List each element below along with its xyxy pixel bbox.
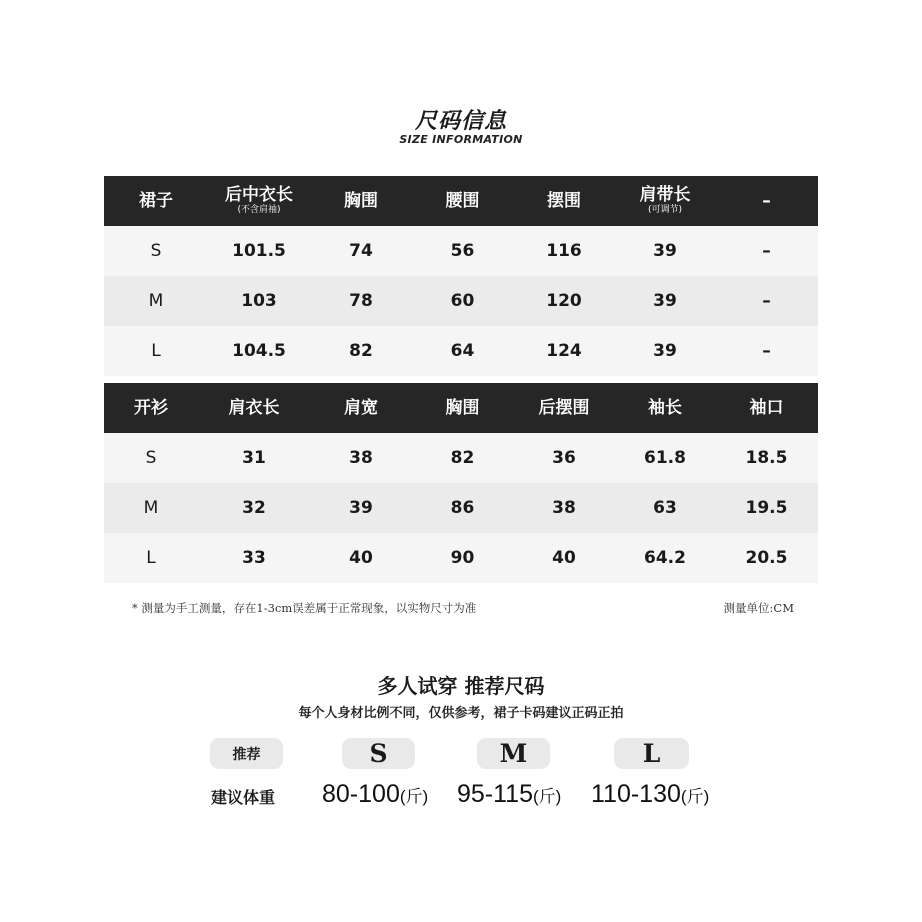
recommendation-title: 多人试穿 推荐尺码 [377,674,545,698]
value-cell: 39 [615,326,715,376]
header-cell: 袖口 [715,383,818,433]
value-cell: 38 [310,433,412,483]
value-cell: 39 [310,483,412,533]
value-cell: 36 [513,433,615,483]
value-cell: 82 [310,326,412,376]
value-cell: 78 [310,276,412,326]
value-cell: 39 [615,226,715,276]
header-cell: 后中衣长 (不含肩袖) [208,176,310,226]
value-cell: 63 [615,483,715,533]
value-cell: 86 [412,483,513,533]
size-letter: M [499,739,528,768]
value-cell: 32 [198,483,310,533]
table-header-row [104,383,818,433]
header-cell: 袖长 [615,383,715,433]
weight-value: 95-115 [457,780,533,808]
weight-l [591,780,709,809]
table-header-row [104,176,818,226]
recommendation-subtitle: 每个人身材比例不同，仅供参考，裙子卡码建议正码正拍 [298,706,624,721]
header-cell: 裙子 [104,176,208,226]
table-row [104,483,818,533]
header-cell: 胸围 [310,176,412,226]
value-cell: 33 [198,533,310,583]
value-cell: 90 [412,533,513,583]
size-letter: L [642,739,661,768]
page-subtitle: SIZE INFORMATION [399,133,523,146]
weight-s [322,780,428,809]
value-cell: 39 [615,276,715,326]
header-cell: 腰围 [412,176,513,226]
value-cell: 40 [513,533,615,583]
table-row [104,433,818,483]
recommend-size-l [614,738,689,769]
page-title: 尺码信息 [414,109,507,134]
value-cell: 19.5 [715,483,818,533]
size-cell: S [104,226,208,276]
value-cell: – [715,226,818,276]
header-cell: 肩衣长 [198,383,310,433]
header-cell: 肩宽 [310,383,412,433]
value-cell: 56 [412,226,513,276]
value-cell: 120 [513,276,615,326]
weight-value: 80-100 [322,780,400,808]
table-row [104,326,818,376]
header-note: (可调节) [647,205,683,215]
value-cell: 38 [513,483,615,533]
size-cell: M [104,483,198,533]
header-cell: 胸围 [412,383,513,433]
value-cell: 103 [208,276,310,326]
header-cell: 开衫 [104,383,198,433]
weight-value: 110-130 [591,780,681,808]
value-cell: 104.5 [208,326,310,376]
value-cell: 82 [412,433,513,483]
table-row [104,226,818,276]
value-cell: 64 [412,326,513,376]
recommend-size-m [477,738,550,769]
header-cell: 肩带长 (可调节) [615,176,715,226]
value-cell: 101.5 [208,226,310,276]
value-cell: 60 [412,276,513,326]
header-cell: 后摆围 [513,383,615,433]
value-cell: 20.5 [715,533,818,583]
table-row [104,276,818,326]
recommend-label: 推荐 [210,738,283,769]
weight-unit: (斤) [399,787,429,806]
table-row [104,533,818,583]
header-cell: – [715,176,818,226]
weight-m [457,780,561,809]
size-cell: L [104,326,208,376]
value-cell: – [715,326,818,376]
value-cell: 18.5 [715,433,818,483]
size-cell: M [104,276,208,326]
measurement-unit: 测量单位:CM [723,601,794,615]
size-letter: S [369,739,388,768]
weight-label: 建议体重 [211,788,276,807]
value-cell: 74 [310,226,412,276]
skirt-size-table [104,176,818,376]
value-cell: 116 [513,226,615,276]
value-cell: 124 [513,326,615,376]
value-cell: – [715,276,818,326]
weight-unit: (斤) [680,787,710,806]
recommend-size-s [342,738,415,769]
weight-unit: (斤) [533,787,562,806]
value-cell: 40 [310,533,412,583]
size-cell: L [104,533,198,583]
value-cell: 61.8 [615,433,715,483]
header-note: (不含肩袖) [237,205,281,215]
value-cell: 31 [198,433,310,483]
size-cell: S [104,433,198,483]
header-cell: 摆围 [513,176,615,226]
measurement-footnote: * 测量为手工测量，存在1-3cm误差属于正常现象，以实物尺寸为准 [132,601,477,615]
value-cell: 64.2 [615,533,715,583]
cardigan-size-table [104,383,818,583]
